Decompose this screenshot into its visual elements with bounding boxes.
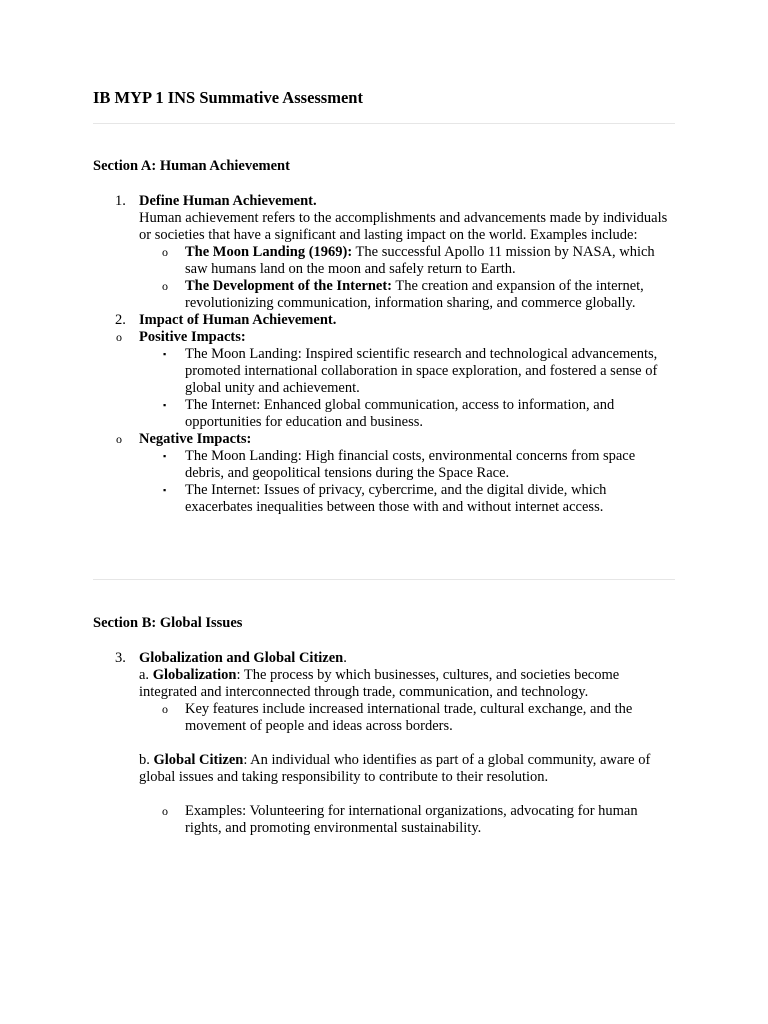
- square-bullet-icon: ▪: [163, 400, 167, 410]
- list-item: o The Development of the Internet: The creation and expansion of the internet, revolutionizing communication, information sharing, and commerce globally.: [162, 278, 644, 311]
- square-bullet-icon: ▪: [163, 349, 167, 359]
- question-number: 2.: [115, 312, 126, 328]
- divider: [93, 123, 675, 124]
- list-item: ▪ The Moon Landing: Inspired scientific research and technological advancements, promoted international collaboration in space exploration, and fostered a sense of global unity and achievement.: [163, 346, 658, 396]
- section-a-heading: Section A: Human Achievement: [93, 158, 290, 174]
- question-1-heading: Define Human Achievement.: [139, 193, 317, 209]
- list-item: ▪ The Internet: Issues of privacy, cybercrime, and the digital divide, which exacerbates inequalities between those with and without internet access.: [163, 482, 607, 515]
- question-1: [93, 193, 675, 244]
- question-1-text: Human achievement refers to the accomplishments and advancements made by individuals or societies that have a significant and lasting impact on the world. Examples include:: [139, 210, 668, 243]
- list-item: o Key features include increased international trade, cultural exchange, and the movement of people and ideas across borders.: [162, 701, 633, 734]
- section-b-content: [93, 650, 675, 837]
- section-a-content: [93, 193, 675, 516]
- circle-bullet-icon: o: [116, 330, 122, 344]
- question-number: 3.: [115, 650, 126, 666]
- positive-impacts: o Positive Impacts: ▪ The Moon Landing: Inspired scientific research and technological advancements, promoted international collaboration in space exploration, and fostered a sense of global unity and achievement. ▪ The Internet: Enhanced global communication, access to information, and opportunities for education and business.: [93, 329, 675, 431]
- document-title: IB MYP 1 INS Summative Assessment: [93, 88, 363, 107]
- square-bullet-icon: ▪: [163, 451, 167, 461]
- list-item: ▪ The Moon Landing: High financial costs, environmental concerns from space debris, and geopolitical tensions during the Space Race.: [163, 448, 636, 481]
- section-b-heading: Section B: Global Issues: [93, 615, 243, 631]
- list-item: o The Moon Landing (1969): The successful Apollo 11 mission by NASA, which saw humans land on the moon and safely return to Earth.: [162, 244, 655, 277]
- list-item: o Examples: Volunteering for international organizations, advocating for human rights, and promoting environmental sustainability.: [162, 803, 638, 836]
- question-number: 1.: [115, 193, 126, 209]
- circle-bullet-icon: o: [162, 279, 168, 293]
- circle-bullet-icon: o: [162, 245, 168, 259]
- circle-bullet-icon: o: [116, 432, 122, 446]
- question-1-examples: [93, 244, 675, 312]
- list-item: ▪ The Internet: Enhanced global communication, access to information, and opportunities for education and business.: [163, 397, 615, 430]
- question-3: [93, 650, 675, 837]
- question-2-heading: Impact of Human Achievement.: [139, 312, 337, 328]
- square-bullet-icon: ▪: [163, 485, 167, 495]
- circle-bullet-icon: o: [162, 804, 168, 818]
- question-3-heading: Globalization and Global Citizen.: [139, 650, 347, 666]
- divider: [93, 579, 675, 580]
- global-citizen-definition: b. Global Citizen: An individual who identifies as part of a global community, aware of global issues and taking responsibility to contribute to their resolution.: [139, 752, 651, 785]
- negative-impacts: o Negative Impacts: ▪ The Moon Landing: High financial costs, environmental concerns from space debris, and geopolitical tensions during the Space Race. ▪ The Internet: Issues of privacy, cybercrime, and the digital divide, which exacerbates inequalities between those with and without internet access.: [93, 431, 675, 516]
- circle-bullet-icon: o: [162, 702, 168, 716]
- question-2: [93, 312, 675, 516]
- globalization-definition: a. Globalization: The process by which businesses, cultures, and societies become integrated and interconnected through trade, communication, and technology.: [139, 667, 620, 700]
